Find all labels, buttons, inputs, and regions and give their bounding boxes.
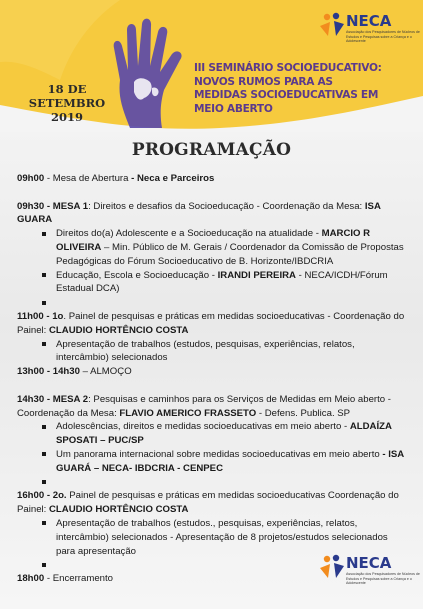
neca-figure-icon [318, 12, 346, 38]
list-item: Adolescências, direitos e medidas socioeducativas em meio aberto - ALDAÍZA SPOSATI – PUC/SP [56, 420, 409, 448]
highlight: CLAUDIO HORTÊNCIO COSTA [49, 504, 189, 516]
desc: - Mesa de Abertura [44, 173, 132, 184]
mesa2-bullets [17, 420, 409, 489]
time: 16h00 - 2o. [17, 490, 67, 502]
event-date [12, 82, 122, 124]
list-item: Direitos do(a) Adolescente e a Socioeducação na atualidade - MARCIO R OLIVEIRA – Min. Público de M. Gerais / Coordenador da Comissão de Propostas Pedagógicas do Fórum Socioeducativo de B. Horizonte/IBDCRIA [56, 227, 409, 268]
schedule-item-painel1 [17, 310, 409, 338]
neca-brand-text: NECA [346, 554, 392, 572]
neca-figure-icon [318, 554, 346, 580]
time: 14h30 - MESA 2 [17, 393, 89, 405]
time: 09h30 - MESA 1 [17, 200, 89, 212]
schedule-item-lunch [17, 365, 409, 379]
time: 13h00 - 14h30 [17, 366, 80, 378]
painel1-bullets [17, 338, 409, 366]
highlight: FLAVIO AMERICO FRASSETO [119, 407, 257, 419]
header-banner [0, 0, 423, 132]
desc: - Encerramento [44, 573, 113, 585]
schedule-item-mesa2: 14h30 - MESA 2: Pesquisas e caminhos para os Serviços de Medidas em Meio aberto - Coordenação da Mesa: FLAVIO AMERICO FRASSETO - Defens. Publica. SP [17, 393, 391, 419]
event-date-year: 2019 [50, 110, 83, 124]
list-item: Um panorama internacional sobre medidas socioeducativas em meio aberto - ISA GUARÁ – NECA- IBDCRIA - CENPEC [56, 448, 409, 476]
list-item: Educação, Escola e Socioeducação - IRANDI PEREIRA - NECA/ICDH/Fórum Estadual DCA) [56, 269, 409, 297]
event-title: III SEMINÁRIO SOCIOEDUCATIVO: NOVOS RUMOS PARA AS MEDIDAS SOCIOEDUCATIVAS EM MEIO ABERTO [194, 62, 382, 115]
list-item-empty [56, 476, 409, 490]
time: 18h00 [17, 573, 45, 585]
highlight: ISA GUARA [17, 200, 381, 226]
program-title: PROGRAMAÇÃO [131, 140, 292, 160]
highlight: CLAUDIO HORTÊNCIO COSTA [49, 324, 189, 336]
desc: – ALMOÇO [79, 366, 132, 378]
desc: : Direitos e desafios da Socioeducação - Coordenação da Mesa: [88, 200, 365, 212]
desc: . Painel de pesquisas e práticas em medidas socioeducativas - Coordenação do Painel: [17, 310, 405, 336]
schedule [17, 172, 409, 586]
neca-brand-text: NECA [346, 12, 392, 30]
list-item-empty [56, 296, 409, 310]
schedule-item-mesa1 [17, 200, 409, 228]
neca-subtitle: Associação dos Pesquisadores de Núcleos de Estudos e Pesquisas sobre a Criança e o Adolescente [346, 30, 420, 44]
neca-logo-bottom [318, 554, 423, 586]
highlight: - Neca e Parceiros [131, 173, 215, 184]
desc: : Pesquisas e caminhos para os Serviços de Medidas em Meio aberto - Coordenação da Mesa: [17, 393, 391, 419]
schedule-item-opening [17, 172, 409, 186]
neca-subtitle: Associação dos Pesquisadores de Núcleos de Estudos e Pesquisas sobre a Criança e o Adolescente [346, 572, 420, 586]
schedule-item-painel2 [17, 489, 409, 517]
time: 09h00 [17, 173, 45, 184]
list-item: Apresentação de trabalhos (estudos., pesquisas, experiências, relatos, intercâmbio) selecionados - Apresentação de 8 projetos/estudos selecionados para apresentação [56, 517, 409, 558]
time: 11h00 - 1o [17, 310, 64, 322]
list-item: Apresentação de trabalhos (estudos, pesquisas, experiências, relatos, intercâmbio) selecionados [56, 338, 409, 366]
desc: Painel de pesquisas e práticas em medidas socioeducativas Coordenação do Painel: [17, 490, 399, 516]
neca-logo-top [318, 12, 423, 44]
mesa1-bullets [17, 227, 409, 310]
event-date-day: 18 DE SETEMBRO [28, 82, 106, 110]
